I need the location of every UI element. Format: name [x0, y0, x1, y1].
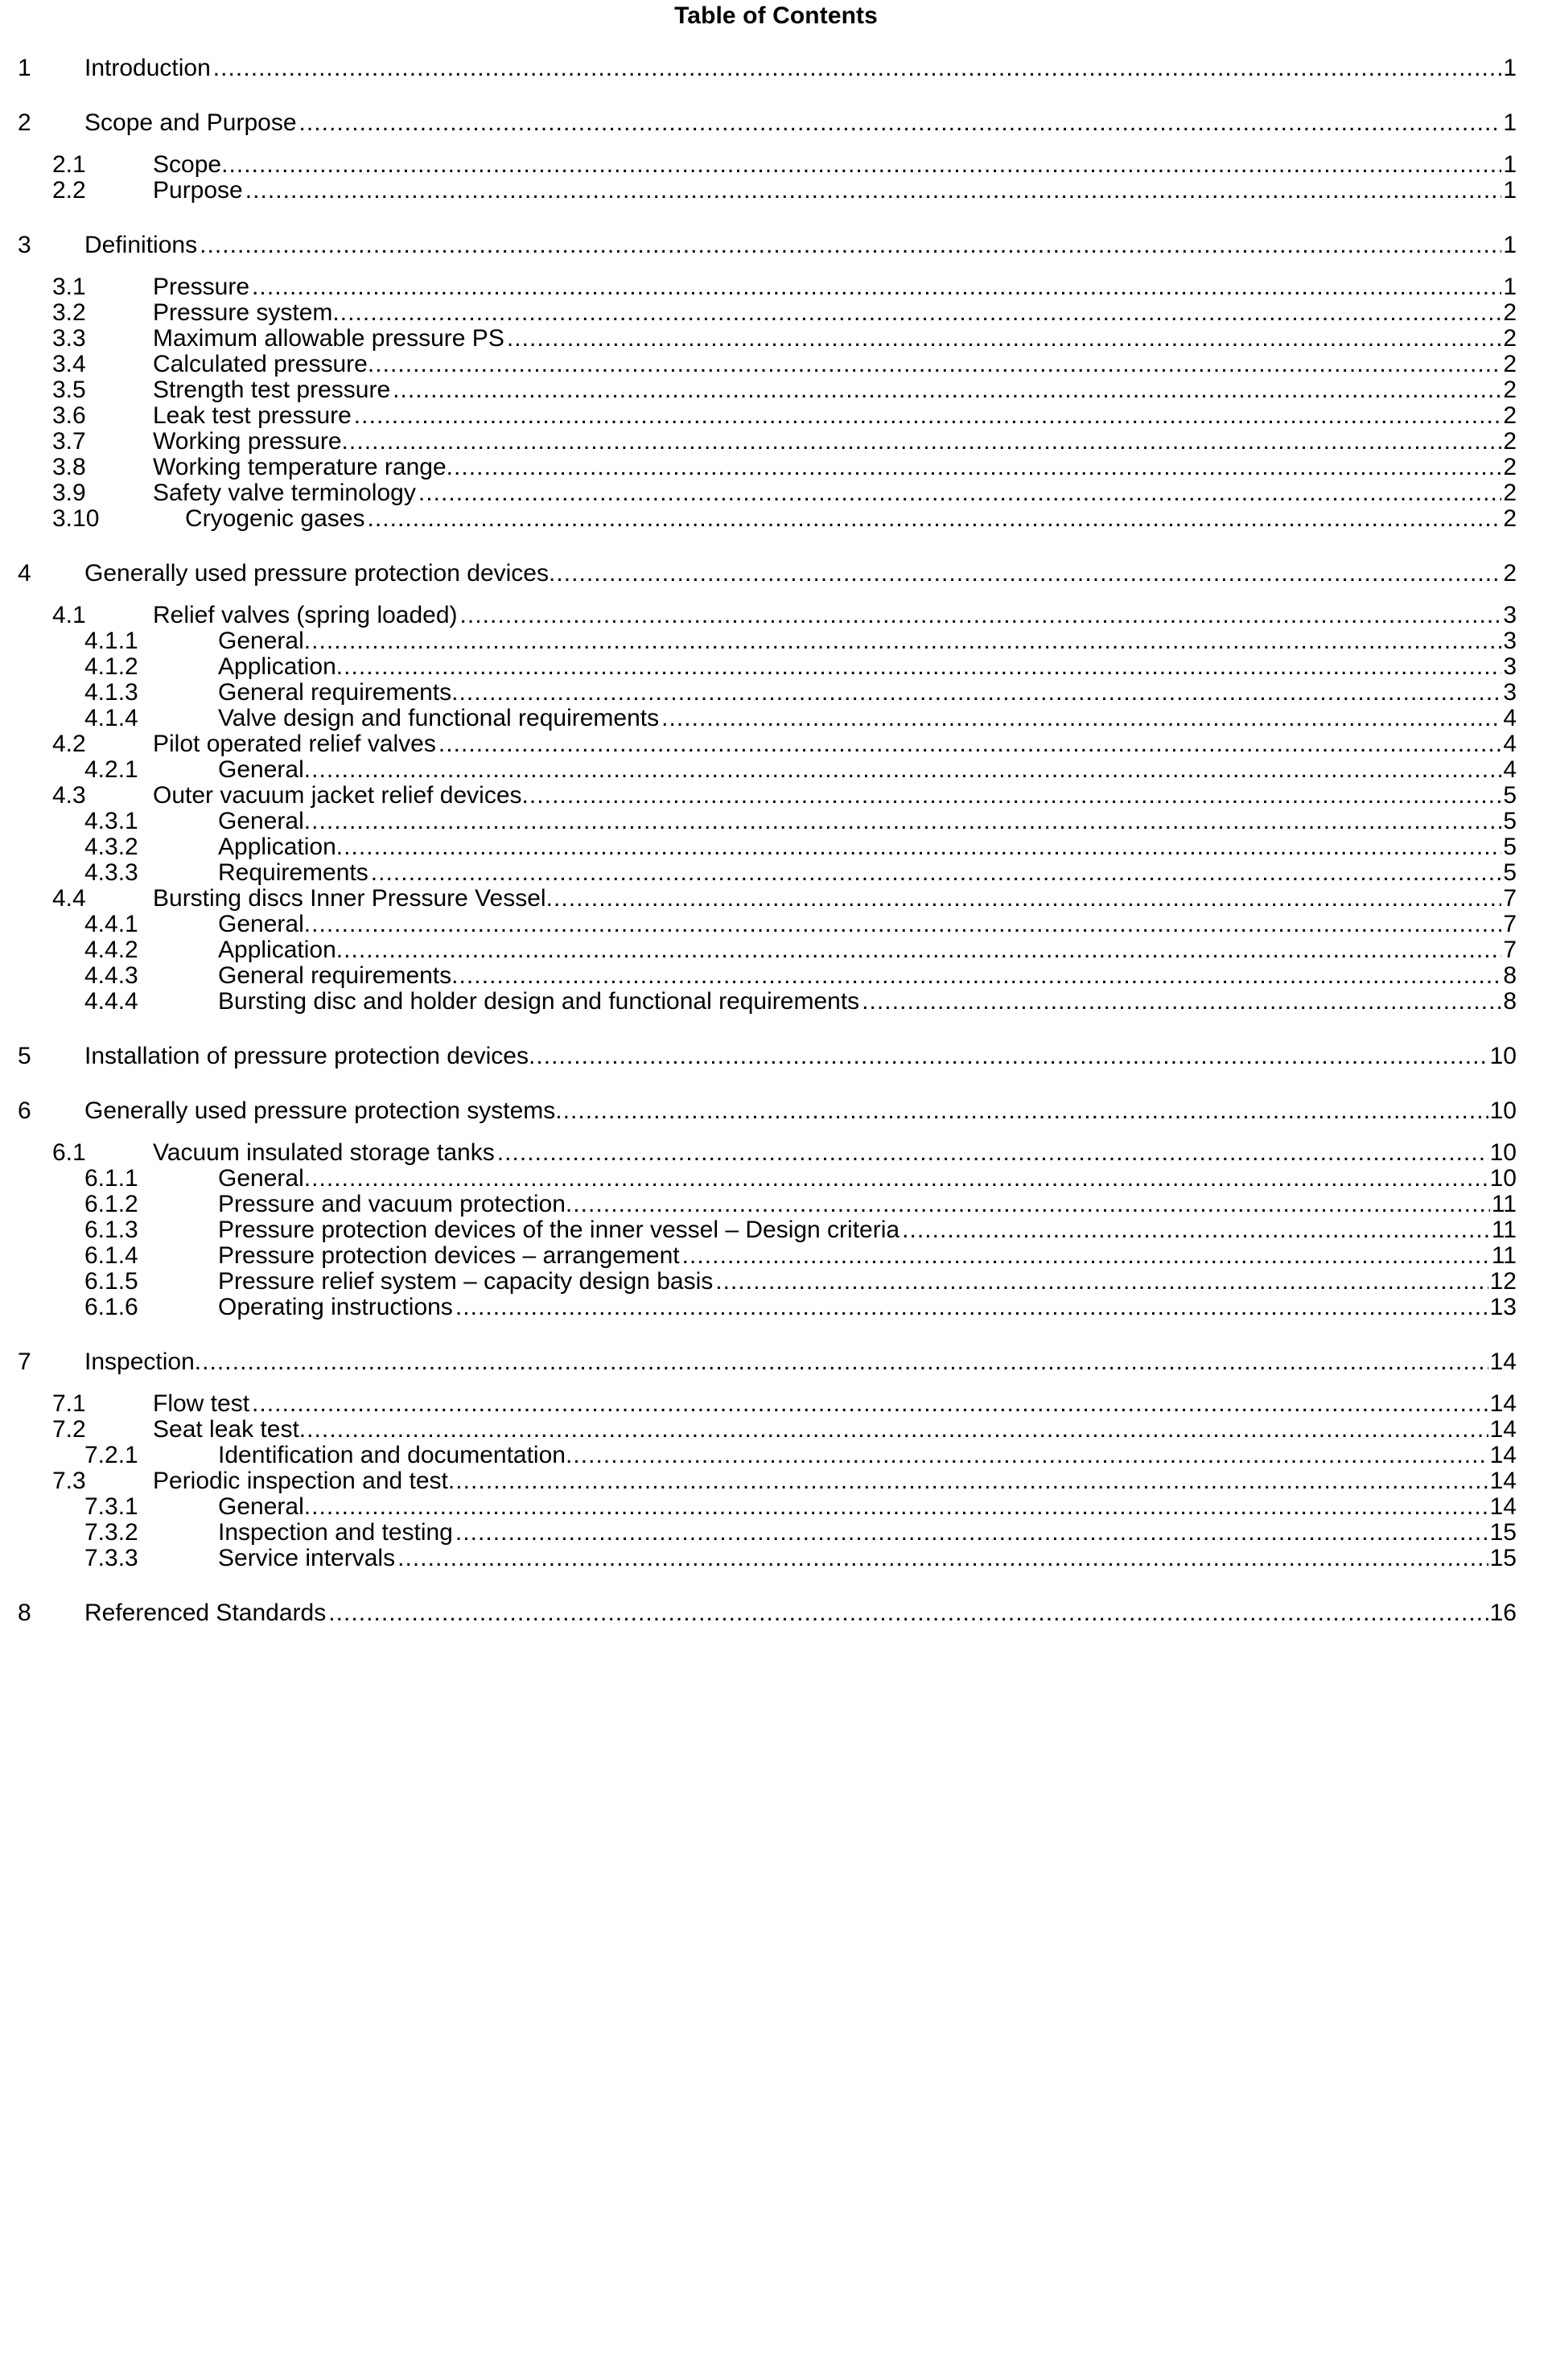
- toc-entry-4-2[interactable]: [0, 732, 1552, 758]
- toc-entry-number: 6: [18, 1099, 31, 1124]
- toc-entry-label: Maximum allowable pressure PS: [153, 327, 504, 352]
- toc-leader-dots: [529, 1044, 1488, 1069]
- toc-entry-label: General: [218, 629, 304, 654]
- toc-entry-6-1-1[interactable]: [0, 1167, 1552, 1192]
- toc-entry-3-7[interactable]: [0, 430, 1552, 455]
- toc-entry-number: 3.10: [52, 507, 100, 532]
- toc-entry-label: Valve design and functional requirements: [218, 706, 660, 731]
- toc-entry-number: 4.1.2: [84, 655, 138, 680]
- toc-entry-number: 3.8: [52, 455, 86, 480]
- toc-entry-number: 4.4.4: [84, 990, 138, 1015]
- toc-entry-3[interactable]: [0, 233, 1552, 259]
- toc-entry-7[interactable]: [0, 1350, 1552, 1376]
- toc-entry-number: 3.9: [52, 481, 86, 506]
- toc-entry-page-number: 11: [1491, 1192, 1517, 1217]
- toc-entry-page-number: 12: [1489, 1270, 1517, 1295]
- toc-entry-number: 8: [18, 1601, 31, 1626]
- toc-leader-dots: [221, 153, 1501, 177]
- toc-leader-dots: [397, 1546, 1488, 1571]
- toc-entry-4-4-1[interactable]: [0, 912, 1552, 938]
- toc-entry-page-number: 15: [1489, 1521, 1517, 1546]
- toc-entry-label: Inspection: [84, 1350, 195, 1375]
- toc-entry-6-1-5[interactable]: [0, 1270, 1552, 1295]
- toc-entry-page-number: 3: [1503, 681, 1517, 706]
- toc-entry-page-number: 4: [1503, 706, 1517, 731]
- toc-leader-dots: [438, 732, 1501, 756]
- toc-entry-label: Cryogenic gases: [185, 507, 365, 532]
- toc-entry-4-4-4[interactable]: [0, 990, 1552, 1015]
- toc-entry-label: Operating instructions: [218, 1295, 453, 1320]
- toc-entry-page-number: 14: [1489, 1495, 1517, 1520]
- toc-entry-page-number: 5: [1503, 861, 1517, 886]
- toc-entry-6-1-6[interactable]: [0, 1295, 1552, 1321]
- toc-entry-label: Requirements: [218, 861, 368, 886]
- toc-entry-number: 6.1.6: [84, 1295, 138, 1320]
- toc-entry-label: Service intervals: [218, 1546, 396, 1571]
- toc-entry-label: Referenced Standards: [84, 1601, 327, 1626]
- toc-leader-dots: [715, 1270, 1488, 1294]
- toc-entry-4-4-2[interactable]: [0, 938, 1552, 964]
- toc-entry-label: Pressure system: [153, 301, 333, 326]
- toc-entry-page-number: 2: [1503, 378, 1517, 403]
- toc-entry-label: Pressure protection devices – arrangement: [218, 1244, 680, 1269]
- toc-entry-page-number: 2: [1503, 507, 1517, 532]
- toc-leader-dots: [336, 938, 1502, 962]
- toc-leader-dots: [304, 809, 1502, 834]
- toc-entry-page-number: 14: [1489, 1392, 1517, 1417]
- toc-entry-label: Application: [218, 938, 336, 963]
- toc-entry-page-number: 1: [1503, 111, 1517, 136]
- toc-entry-number: 5: [18, 1044, 31, 1069]
- toc-entry-page-number: 14: [1489, 1443, 1517, 1468]
- toc-leader-dots: [367, 507, 1501, 531]
- toc-entry-label: Leak test pressure: [153, 404, 352, 429]
- toc-leader-dots: [328, 1601, 1488, 1625]
- toc-entry-number: 3: [18, 233, 31, 258]
- toc-leader-dots: [497, 1141, 1488, 1165]
- toc-entry-number: 4.2: [52, 732, 86, 757]
- toc-entry-number: 1: [18, 56, 31, 81]
- toc-entry-number: 7.3.3: [84, 1546, 138, 1571]
- toc-entry-page-number: 10: [1489, 1167, 1517, 1192]
- toc-leader-dots: [862, 990, 1501, 1014]
- toc-leader-dots: [304, 629, 1502, 653]
- toc-leader-dots: [245, 179, 1502, 203]
- toc-entry-label: Scope: [153, 153, 222, 178]
- toc-entry-number: 2.2: [52, 179, 86, 204]
- toc-leader-dots: [304, 758, 1502, 782]
- toc-entry-number: 4.3: [52, 784, 86, 809]
- toc-entry-number: 7.2.1: [84, 1443, 138, 1468]
- toc-entry-3-6[interactable]: [0, 404, 1552, 430]
- toc-entry-label: Generally used pressure protection devices: [84, 562, 549, 587]
- toc-entry-4[interactable]: [0, 562, 1552, 587]
- toc-entry-2[interactable]: [0, 111, 1552, 137]
- toc-entry-page-number: 2: [1503, 352, 1517, 377]
- toc-entry-3-3[interactable]: [0, 327, 1552, 352]
- toc-entry-page-number: 1: [1503, 56, 1517, 81]
- toc-entry-label: General: [218, 809, 304, 834]
- toc-entry-number: 4.1.3: [84, 681, 138, 706]
- toc-entry-number: 4.2.1: [84, 758, 138, 783]
- toc-entry-page-number: 14: [1489, 1350, 1517, 1375]
- toc-entry-7-3-1[interactable]: [0, 1495, 1552, 1521]
- toc-entry-label: General requirements: [218, 681, 452, 706]
- toc-entry-number: 4.4.1: [84, 912, 138, 937]
- toc-entry-number: 7.3.2: [84, 1521, 138, 1546]
- toc-entry-4-1[interactable]: [0, 603, 1552, 629]
- toc-leader-dots: [368, 352, 1502, 377]
- toc-entry-number: 4.4.2: [84, 938, 138, 963]
- toc-entry-page-number: 2: [1503, 430, 1517, 455]
- toc-entry-number: 7: [18, 1350, 31, 1375]
- toc-entry-label: Application: [218, 655, 336, 680]
- toc-entry-number: 4.1: [52, 603, 86, 628]
- toc-entry-number: 3.3: [52, 327, 86, 352]
- toc-entry-1[interactable]: [0, 56, 1552, 82]
- toc-entry-2-2[interactable]: [0, 179, 1552, 204]
- toc-entry-4-3-2[interactable]: [0, 835, 1552, 861]
- toc-entry-number: 6.1: [52, 1141, 86, 1166]
- toc-entry-page-number: 3: [1503, 629, 1517, 654]
- toc-leader-dots: [418, 481, 1501, 505]
- toc-entry-number: 6.1.5: [84, 1270, 138, 1295]
- toc-entry-page-number: 8: [1503, 964, 1517, 989]
- toc-leader-dots: [332, 301, 1501, 325]
- toc-leader-dots: [566, 1192, 1490, 1217]
- toc-entry-label: Working temperature range: [153, 455, 447, 480]
- toc-entry-7-2-1[interactable]: [0, 1443, 1552, 1469]
- toc-leader-dots: [902, 1218, 1490, 1242]
- toc-entry-number: 6.1.1: [84, 1167, 138, 1192]
- toc-leader-dots: [371, 861, 1502, 885]
- toc-entry-label: Bursting discs Inner Pressure Vessel: [153, 887, 546, 912]
- toc-entry-number: 7.3: [52, 1469, 86, 1494]
- toc-entry-label: General: [218, 1167, 304, 1192]
- toc-entry-page-number: 5: [1503, 809, 1517, 834]
- toc-entry-number: 4.1.4: [84, 706, 138, 731]
- toc-entry-page-number: 15: [1489, 1546, 1517, 1571]
- toc-entry-label: Strength test pressure: [153, 378, 391, 403]
- toc-leader-dots: [213, 56, 1502, 80]
- toc-entry-4-1-1[interactable]: [0, 629, 1552, 655]
- toc-entry-label: Working pressure: [153, 430, 342, 455]
- toc-entry-page-number: 1: [1503, 233, 1517, 258]
- toc-entry-page-number: 7: [1503, 887, 1517, 912]
- toc-entry-6-1-4[interactable]: [0, 1244, 1552, 1270]
- toc-entry-label: Bursting disc and holder design and functional requirements: [218, 990, 860, 1015]
- toc-entry-page-number: 2: [1503, 404, 1517, 429]
- toc-entry-label: Pilot operated relief valves: [153, 732, 436, 757]
- toc-entry-7-3-3[interactable]: [0, 1546, 1552, 1572]
- toc-entry-label: Relief valves (spring loaded): [153, 603, 458, 628]
- toc-leader-dots: [252, 275, 1501, 299]
- toc-entry-3-2[interactable]: [0, 301, 1552, 327]
- toc-entry-4-3-1[interactable]: [0, 809, 1552, 835]
- toc-leader-dots: [354, 404, 1502, 428]
- toc-entry-number: 4.3.2: [84, 835, 138, 860]
- toc-leader-dots: [451, 681, 1501, 705]
- toc-entry-page-number: 4: [1503, 758, 1517, 783]
- toc-entry-label: Pressure relief system – capacity design basis: [218, 1270, 714, 1295]
- toc-entry-6-1-3[interactable]: [0, 1218, 1552, 1244]
- toc-entry-4-1-4[interactable]: [0, 706, 1552, 732]
- toc-entry-number: 4.3.3: [84, 861, 138, 886]
- toc-entry-number: 3.6: [52, 404, 86, 429]
- toc-entry-label: Vacuum insulated storage tanks: [153, 1141, 495, 1166]
- toc-leader-dots: [455, 1521, 1488, 1545]
- toc-leader-dots: [342, 430, 1502, 454]
- toc-leader-dots: [546, 887, 1502, 911]
- toc-entry-5[interactable]: [0, 1044, 1552, 1070]
- toc-entry-number: 2: [18, 111, 31, 136]
- toc-leader-dots: [195, 1350, 1488, 1374]
- toc-entry-3-1[interactable]: [0, 275, 1552, 301]
- toc-entry-7-3[interactable]: [0, 1469, 1552, 1495]
- toc-entry-page-number: 3: [1503, 603, 1517, 628]
- toc-leader-dots: [304, 912, 1502, 937]
- toc-entry-page-number: 8: [1503, 990, 1517, 1015]
- toc-entry-label: Pressure: [153, 275, 250, 300]
- toc-entry-3-8[interactable]: [0, 455, 1552, 481]
- toc-leader-dots: [682, 1244, 1490, 1268]
- toc-entry-label: Safety valve terminology: [153, 481, 416, 506]
- toc-entry-3-10[interactable]: [0, 507, 1552, 533]
- toc-entry-number: 4.3.1: [84, 809, 138, 834]
- toc-entry-number: 3.4: [52, 352, 86, 377]
- page-title: Table of Contents: [674, 2, 878, 29]
- toc-entry-label: Outer vacuum jacket relief devices: [153, 784, 522, 809]
- toc-leader-dots: [549, 562, 1501, 586]
- toc-entry-page-number: 11: [1491, 1244, 1517, 1269]
- toc-entry-8[interactable]: [0, 1601, 1552, 1627]
- toc-entry-label: Purpose: [153, 179, 243, 204]
- toc-entry-page-number: 1: [1503, 275, 1517, 300]
- toc-entry-4-2-1[interactable]: [0, 758, 1552, 784]
- toc-entry-label: Calculated pressure: [153, 352, 368, 377]
- toc-entry-page-number: 10: [1489, 1099, 1517, 1124]
- toc-entry-page-number: 10: [1489, 1141, 1517, 1166]
- toc-entry-page-number: 11: [1491, 1218, 1517, 1243]
- toc-leader-dots: [661, 706, 1501, 731]
- toc-leader-dots: [304, 1495, 1488, 1519]
- toc-entry-page-number: 14: [1489, 1418, 1517, 1443]
- toc-entry-number: 6.1.3: [84, 1218, 138, 1243]
- toc-entry-page-number: 1: [1503, 179, 1517, 204]
- toc-leader-dots: [451, 964, 1501, 988]
- toc-entry-page-number: 4: [1503, 732, 1517, 757]
- toc-entry-page-number: 2: [1503, 481, 1517, 506]
- toc-entry-label: Introduction: [84, 56, 211, 81]
- toc-entry-page-number: 16: [1489, 1601, 1517, 1626]
- toc-entry-label: General: [218, 912, 304, 937]
- table-of-contents-list: [0, 31, 1552, 1627]
- toc-entry-7-1[interactable]: [0, 1392, 1552, 1418]
- toc-entry-label: Inspection and testing: [218, 1521, 453, 1546]
- toc-entry-3-9[interactable]: [0, 481, 1552, 507]
- toc-entry-number: 7.2: [52, 1418, 86, 1443]
- toc-entry-label: Periodic inspection and test: [153, 1469, 448, 1494]
- toc-leader-dots: [299, 1418, 1488, 1442]
- toc-entry-4-4[interactable]: [0, 887, 1552, 912]
- toc-entry-number: 3.1: [52, 275, 86, 300]
- toc-entry-label: Flow test: [153, 1392, 250, 1417]
- toc-leader-dots: [566, 1443, 1488, 1468]
- toc-leader-dots: [336, 655, 1502, 679]
- toc-entry-7-2[interactable]: [0, 1418, 1552, 1443]
- toc-leader-dots: [522, 784, 1502, 808]
- toc-entry-4-1-3[interactable]: [0, 681, 1552, 706]
- toc-entry-label: Generally used pressure protection systems: [84, 1099, 556, 1124]
- toc-entry-number: 7.1: [52, 1392, 86, 1417]
- toc-leader-dots: [448, 1469, 1488, 1493]
- toc-entry-number: 3.5: [52, 378, 86, 403]
- toc-entry-page-number: 14: [1489, 1469, 1517, 1494]
- toc-entry-number: 4.4: [52, 887, 86, 912]
- toc-entry-2-1[interactable]: [0, 153, 1552, 179]
- toc-entry-number: 7.3.1: [84, 1495, 138, 1520]
- toc-entry-page-number: 1: [1503, 153, 1517, 178]
- toc-entry-label: General requirements: [218, 964, 452, 989]
- toc-entry-4-4-3[interactable]: [0, 964, 1552, 990]
- toc-entry-page-number: 7: [1503, 912, 1517, 937]
- toc-entry-6[interactable]: [0, 1099, 1552, 1125]
- toc-entry-page-number: 7: [1503, 938, 1517, 963]
- toc-entry-4-3[interactable]: [0, 784, 1552, 809]
- toc-entry-label: Application: [218, 835, 336, 860]
- toc-entry-number: 2.1: [52, 153, 86, 178]
- toc-leader-dots: [455, 1295, 1488, 1320]
- toc-entry-3-5[interactable]: [0, 378, 1552, 404]
- toc-entry-number: 3.7: [52, 430, 86, 455]
- toc-entry-label: Installation of pressure protection devices: [84, 1044, 529, 1069]
- toc-entry-3-4[interactable]: [0, 352, 1552, 378]
- toc-entry-page-number: 2: [1503, 455, 1517, 480]
- toc-entry-number: 6.1.2: [84, 1192, 138, 1217]
- toc-entry-label: General: [218, 758, 304, 783]
- toc-entry-4-3-3[interactable]: [0, 861, 1552, 887]
- toc-entry-number: 4.1.1: [84, 629, 138, 654]
- toc-entry-label: Identification and documentation: [218, 1443, 566, 1468]
- toc-leader-dots: [447, 455, 1502, 480]
- toc-entry-page-number: 3: [1503, 655, 1517, 680]
- toc-entry-label: Definitions: [84, 233, 198, 258]
- toc-entry-4-1-2[interactable]: [0, 655, 1552, 681]
- toc-entry-page-number: 10: [1489, 1044, 1517, 1069]
- toc-leader-dots: [507, 327, 1501, 351]
- toc-leader-dots: [393, 378, 1501, 402]
- toc-entry-page-number: 2: [1503, 327, 1517, 352]
- toc-entry-7-3-2[interactable]: [0, 1521, 1552, 1546]
- toc-leader-dots: [304, 1167, 1488, 1191]
- toc-entry-page-number: 13: [1489, 1295, 1517, 1320]
- toc-entry-page-number: 2: [1503, 562, 1517, 587]
- toc-entry-number: 4: [18, 562, 31, 587]
- toc-entry-page-number: 5: [1503, 835, 1517, 860]
- toc-leader-dots: [555, 1099, 1488, 1123]
- toc-entry-page-number: 5: [1503, 784, 1517, 809]
- toc-entry-label: Scope and Purpose: [84, 111, 297, 136]
- toc-entry-number: 4.4.3: [84, 964, 138, 989]
- toc-entry-6-1-2[interactable]: [0, 1192, 1552, 1218]
- toc-leader-dots: [200, 233, 1501, 257]
- toc-entry-label: Pressure protection devices of the inner vessel – Design criteria: [218, 1218, 900, 1243]
- toc-leader-dots: [252, 1392, 1488, 1416]
- toc-leader-dots: [336, 835, 1502, 859]
- toc-entry-number: 6.1.4: [84, 1244, 138, 1269]
- toc-leader-dots: [299, 111, 1502, 135]
- toc-entry-label: Seat leak test: [153, 1418, 299, 1443]
- toc-entry-6-1[interactable]: [0, 1141, 1552, 1167]
- toc-leader-dots: [460, 603, 1502, 628]
- toc-entry-page-number: 2: [1503, 301, 1517, 326]
- toc-entry-number: 3.2: [52, 301, 86, 326]
- toc-entry-label: General: [218, 1495, 304, 1520]
- toc-entry-label: Pressure and vacuum protection: [218, 1192, 566, 1217]
